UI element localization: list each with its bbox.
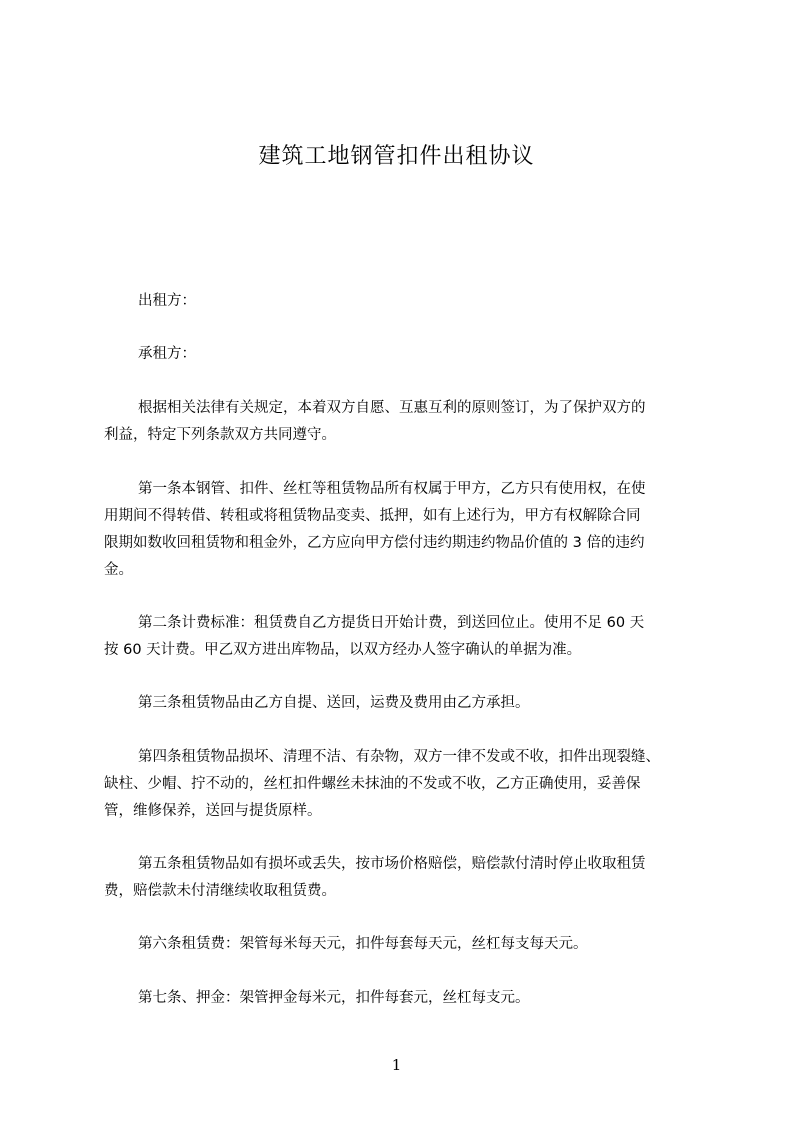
article-1-line: 限期如数收回租赁物和租金外，乙方应向甲方偿付违约期违约物品价值的 3 倍的违约 — [104, 535, 645, 551]
lessor-label: 出租方： — [138, 293, 196, 309]
intro-line: 根据相关法律有关规定，本着双方自愿、互惠互利的原则签订，为了保护双方的 — [138, 400, 646, 416]
article-4-line: 缺柱、少帽、拧不动的，丝杠扣件螺丝未抹油的不发或不收，乙方正确使用，妥善保 — [104, 776, 641, 792]
intro-line: 利益，特定下列条款双方共同遵守。 — [104, 427, 336, 443]
article-5-line: 第五条租赁物品如有损坏或丢失，按市场价格赔偿，赔偿款付清时停止收取租赁 — [138, 856, 646, 872]
lessee-label: 承租方： — [138, 346, 196, 362]
article-4-line: 第四条租赁物品损坏、清理不洁、有杂物，双方一律不发或不收，扣件出现裂缝、 — [138, 749, 660, 765]
article-2-line: 按 60 天计费。甲乙双方进出库物品，以双方经办人签字确认的单据为准。 — [104, 642, 582, 658]
article-5-line: 费，赔偿款未付清继续收取租赁费。 — [104, 883, 336, 899]
article-1-line: 金。 — [104, 562, 133, 578]
article-1-line: 第一条本钢管、扣件、丝杠等租赁物品所有权属于甲方，乙方只有使用权，在使 — [138, 481, 646, 497]
article-4-line: 管，维修保养，送回与提货原样。 — [104, 803, 322, 819]
page-number: 1 — [391, 1056, 402, 1074]
article-2-line: 第二条计费标准：租赁费自乙方提货日开始计费，到送回位止。使用不足 60 天 — [138, 615, 645, 631]
article-1-line: 用期间不得转借、转租或将租赁物品变卖、抵押，如有上述行为，甲方有权解除合同 — [104, 508, 641, 524]
article-7-line: 第七条、押金：架管押金每米元，扣件每套元，丝杠每支元。 — [138, 990, 530, 1006]
document-title: 建筑工地钢管扣件出租协议 — [258, 144, 535, 169]
article-3-line: 第三条租赁物品由乙方自提、送回，运费及费用由乙方承担。 — [138, 695, 530, 711]
article-6-line: 第六条租赁费：架管每米每天元，扣件每套每天元，丝杠每支每天元。 — [138, 936, 588, 952]
